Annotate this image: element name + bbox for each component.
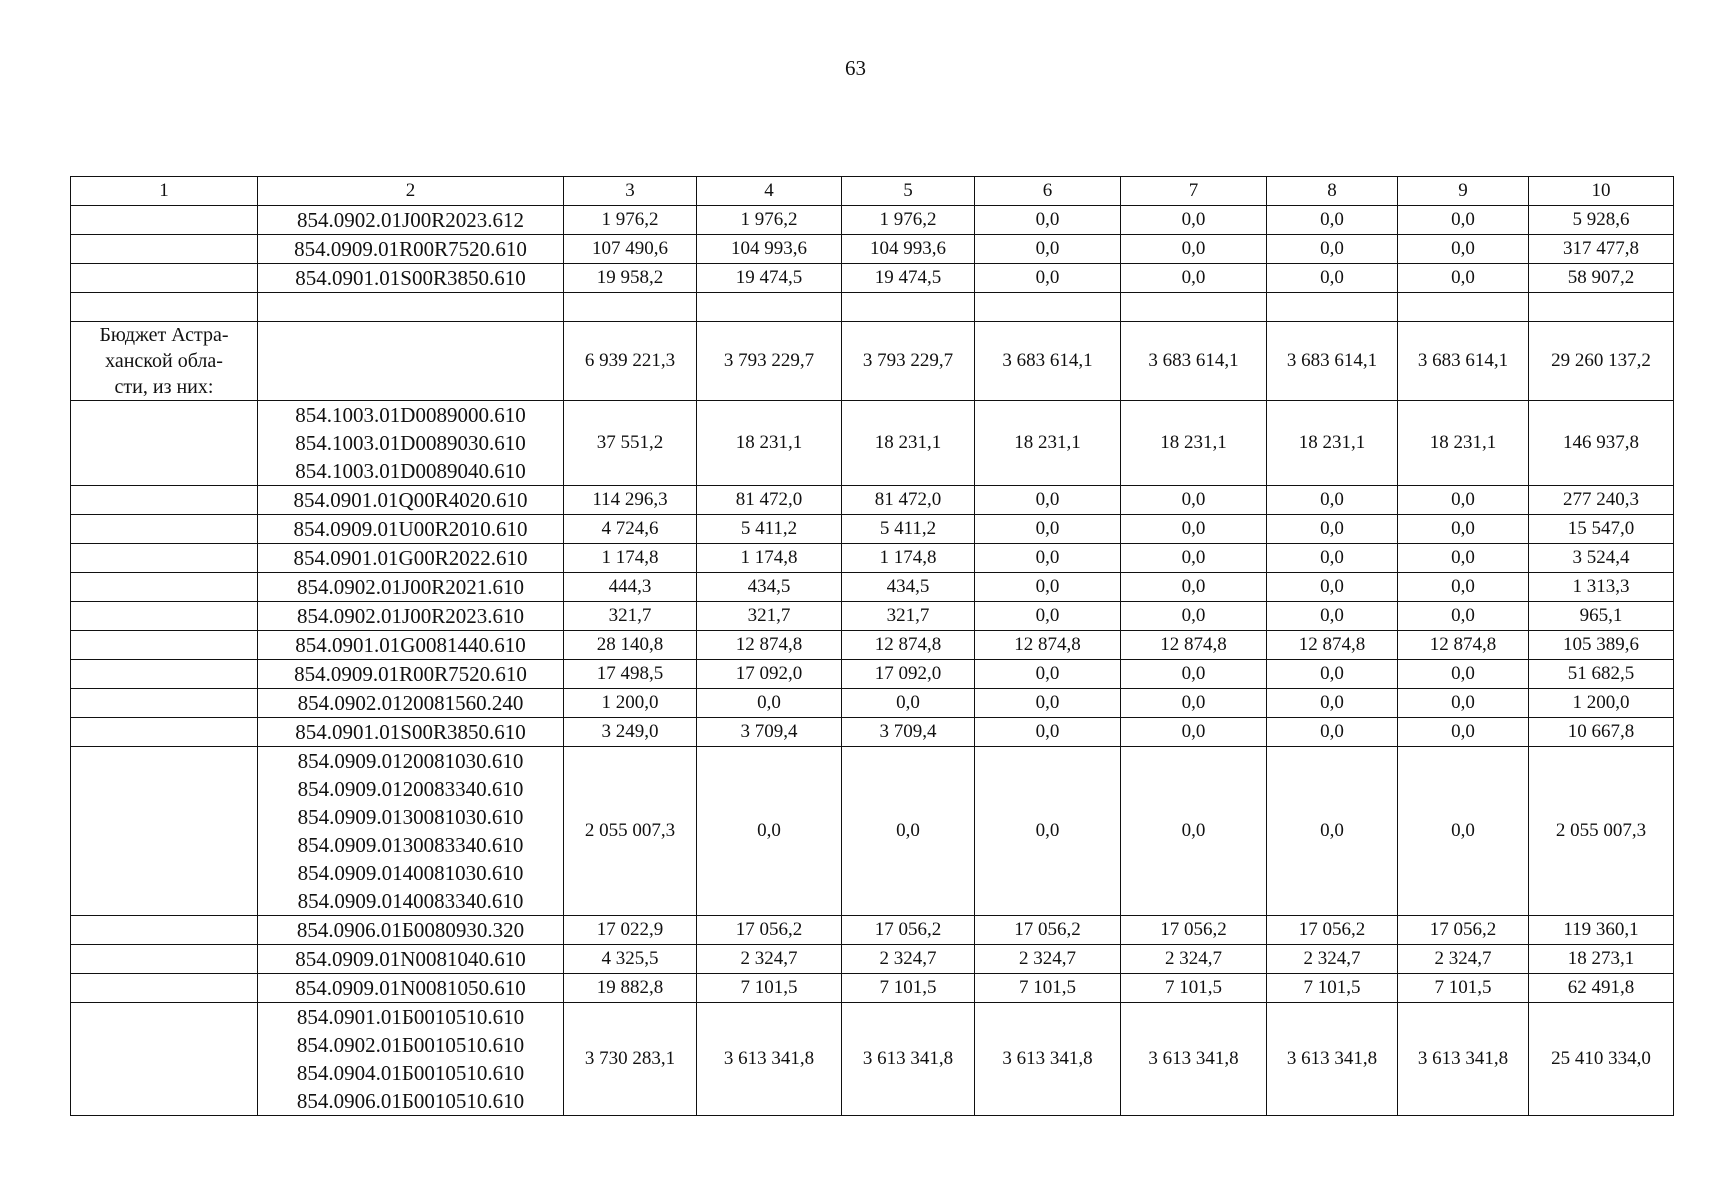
value-cell-col-3: 1 174,8 [564, 544, 697, 573]
value-cell-col-8: 2 324,7 [1267, 945, 1398, 974]
value-cell-col-5: 17 092,0 [842, 660, 975, 689]
value-cell-col-4: 1 976,2 [697, 206, 842, 235]
value-cell-col-9: 0,0 [1398, 515, 1529, 544]
value-cell-col-7 [1121, 293, 1267, 322]
value-cell-col-10: 105 389,6 [1529, 631, 1674, 660]
budget-code-cell [258, 689, 564, 718]
table-row [71, 602, 1674, 631]
value-cell-col-3: 321,7 [564, 602, 697, 631]
value-cell-col-3: 444,3 [564, 573, 697, 602]
value-cell-col-6: 0,0 [975, 206, 1121, 235]
budget-code-cell [258, 945, 564, 974]
value-cell-col-4: 0,0 [697, 747, 842, 916]
value-cell-col-6: 2 324,7 [975, 945, 1121, 974]
value-cell-col-10: 25 410 334,0 [1529, 1003, 1674, 1116]
value-cell-col-4: 0,0 [697, 689, 842, 718]
budget-table [70, 176, 1674, 1116]
budget-code: 854.1003.01D0089000.610 [295, 403, 526, 427]
row-label [71, 206, 258, 235]
budget-code: 854.0902.01J00R2021.610 [297, 575, 524, 599]
value-cell-col-8: 0,0 [1267, 544, 1398, 573]
row-label [71, 718, 258, 747]
value-cell-col-7: 0,0 [1121, 515, 1267, 544]
value-cell-col-6: 0,0 [975, 747, 1121, 916]
table-row [71, 718, 1674, 747]
table-row [71, 293, 1674, 322]
value-cell-col-4: 434,5 [697, 573, 842, 602]
row-label [71, 515, 258, 544]
row-label [71, 573, 258, 602]
row-label [71, 486, 258, 515]
value-cell-col-4: 3 709,4 [697, 718, 842, 747]
value-cell-col-7: 0,0 [1121, 206, 1267, 235]
budget-code: 854.0909.0120081030.610 [297, 749, 524, 773]
row-label-line: Бюджет Астра- [99, 324, 229, 346]
budget-code: 854.0901.01Б0010510.610 [296, 1005, 525, 1029]
value-cell-col-4: 2 324,7 [697, 945, 842, 974]
value-cell-col-9: 0,0 [1398, 486, 1529, 515]
value-cell-col-6: 0,0 [975, 486, 1121, 515]
table-row [71, 573, 1674, 602]
value-cell-col-9: 0,0 [1398, 206, 1529, 235]
value-cell-col-6: 3 613 341,8 [975, 1003, 1121, 1116]
value-cell-col-9: 0,0 [1398, 264, 1529, 293]
value-cell-col-9: 0,0 [1398, 689, 1529, 718]
value-cell-col-7: 12 874,8 [1121, 631, 1267, 660]
value-cell-col-10: 15 547,0 [1529, 515, 1674, 544]
value-cell-col-4: 12 874,8 [697, 631, 842, 660]
value-cell-col-4: 19 474,5 [697, 264, 842, 293]
budget-code: 854.0909.0130083340.610 [297, 833, 524, 857]
value-cell-col-4: 104 993,6 [697, 235, 842, 264]
budget-code: 854.0909.01R00R7520.610 [294, 662, 527, 686]
value-cell-col-7: 0,0 [1121, 602, 1267, 631]
table-row [71, 1003, 1674, 1116]
value-cell-col-8: 0,0 [1267, 515, 1398, 544]
value-cell-col-7: 3 683 614,1 [1121, 322, 1267, 401]
value-cell-col-6: 17 056,2 [975, 916, 1121, 945]
value-cell-col-3: 19 958,2 [564, 264, 697, 293]
column-header: 7 [1121, 177, 1267, 206]
value-cell-col-8: 0,0 [1267, 602, 1398, 631]
value-cell-col-3: 4 724,6 [564, 515, 697, 544]
budget-code: 854.0901.01S00R3850.610 [295, 720, 526, 744]
budget-code: 854.0909.0130081030.610 [297, 805, 524, 829]
column-header: 10 [1529, 177, 1674, 206]
budget-code-cell [258, 631, 564, 660]
value-cell-col-3: 4 325,5 [564, 945, 697, 974]
budget-code-cell [258, 660, 564, 689]
column-header: 6 [975, 177, 1121, 206]
value-cell-col-5: 104 993,6 [842, 235, 975, 264]
budget-code: 854.1003.01D0089030.610 [295, 431, 526, 455]
value-cell-col-10: 317 477,8 [1529, 235, 1674, 264]
value-cell-col-4 [697, 293, 842, 322]
budget-code: 854.0901.01G0081440.610 [295, 633, 526, 657]
value-cell-col-5: 18 231,1 [842, 401, 975, 486]
value-cell-col-10: 1 200,0 [1529, 689, 1674, 718]
value-cell-col-5 [842, 293, 975, 322]
value-cell-col-3: 19 882,8 [564, 974, 697, 1003]
value-cell-col-5: 81 472,0 [842, 486, 975, 515]
budget-code-cell [258, 486, 564, 515]
table-row [71, 322, 1674, 401]
value-cell-col-8: 0,0 [1267, 206, 1398, 235]
value-cell-col-6: 7 101,5 [975, 974, 1121, 1003]
row-label [71, 235, 258, 264]
value-cell-col-5: 321,7 [842, 602, 975, 631]
value-cell-col-8: 7 101,5 [1267, 974, 1398, 1003]
value-cell-col-10: 5 928,6 [1529, 206, 1674, 235]
table-row [71, 401, 1674, 486]
value-cell-col-6: 0,0 [975, 602, 1121, 631]
value-cell-col-3: 6 939 221,3 [564, 322, 697, 401]
value-cell-col-3: 28 140,8 [564, 631, 697, 660]
budget-code: 854.1003.01D0089040.610 [295, 459, 526, 483]
table-row [71, 264, 1674, 293]
budget-code-cell [258, 264, 564, 293]
value-cell-col-8: 18 231,1 [1267, 401, 1398, 486]
value-cell-col-5: 3 793 229,7 [842, 322, 975, 401]
value-cell-col-7: 2 324,7 [1121, 945, 1267, 974]
column-header: 4 [697, 177, 842, 206]
value-cell-col-6: 0,0 [975, 264, 1121, 293]
value-cell-col-9: 7 101,5 [1398, 974, 1529, 1003]
value-cell-col-8: 0,0 [1267, 573, 1398, 602]
budget-code: 854.0909.0140083340.610 [297, 889, 524, 913]
column-header: 9 [1398, 177, 1529, 206]
budget-code: 854.0902.01Б0010510.610 [296, 1033, 525, 1057]
value-cell-col-5: 3 709,4 [842, 718, 975, 747]
value-cell-col-9: 0,0 [1398, 602, 1529, 631]
value-cell-col-10: 965,1 [1529, 602, 1674, 631]
value-cell-col-6: 0,0 [975, 718, 1121, 747]
value-cell-col-5: 434,5 [842, 573, 975, 602]
value-cell-col-6: 0,0 [975, 235, 1121, 264]
value-cell-col-8: 0,0 [1267, 264, 1398, 293]
table-row [71, 747, 1674, 916]
page-number: 63 [845, 56, 866, 80]
value-cell-col-7: 0,0 [1121, 718, 1267, 747]
budget-code: 854.0909.0120083340.610 [297, 777, 524, 801]
table-row [71, 515, 1674, 544]
row-label [71, 602, 258, 631]
row-label [71, 401, 258, 486]
column-header: 8 [1267, 177, 1398, 206]
value-cell-col-7: 0,0 [1121, 689, 1267, 718]
value-cell-col-7: 18 231,1 [1121, 401, 1267, 486]
column-header: 1 [71, 177, 258, 206]
value-cell-col-3: 1 976,2 [564, 206, 697, 235]
value-cell-col-7: 0,0 [1121, 544, 1267, 573]
value-cell-col-3: 3 249,0 [564, 718, 697, 747]
value-cell-col-9: 0,0 [1398, 573, 1529, 602]
row-label [71, 660, 258, 689]
value-cell-col-9: 0,0 [1398, 544, 1529, 573]
budget-code-cell [258, 718, 564, 747]
value-cell-col-10: 2 055 007,3 [1529, 747, 1674, 916]
row-label [71, 631, 258, 660]
budget-code: 854.0902.0120081560.240 [297, 691, 524, 715]
value-cell-col-5: 5 411,2 [842, 515, 975, 544]
value-cell-col-5: 12 874,8 [842, 631, 975, 660]
value-cell-col-9: 3 613 341,8 [1398, 1003, 1529, 1116]
value-cell-col-9: 0,0 [1398, 718, 1529, 747]
value-cell-col-4: 17 056,2 [697, 916, 842, 945]
budget-code: 854.0904.01Б0010510.610 [296, 1061, 525, 1085]
value-cell-col-7: 17 056,2 [1121, 916, 1267, 945]
table-row [71, 916, 1674, 945]
budget-code-cell [258, 1003, 564, 1116]
value-cell-col-10: 18 273,1 [1529, 945, 1674, 974]
budget-code: 854.0901.01G00R2022.610 [293, 546, 528, 570]
table-body [71, 206, 1674, 1116]
value-cell-col-9: 3 683 614,1 [1398, 322, 1529, 401]
value-cell-col-9: 17 056,2 [1398, 916, 1529, 945]
value-cell-col-3: 2 055 007,3 [564, 747, 697, 916]
value-cell-col-10: 29 260 137,2 [1529, 322, 1674, 401]
value-cell-col-7: 0,0 [1121, 747, 1267, 916]
value-cell-col-3: 1 200,0 [564, 689, 697, 718]
value-cell-col-10: 277 240,3 [1529, 486, 1674, 515]
value-cell-col-6: 0,0 [975, 515, 1121, 544]
value-cell-col-7: 0,0 [1121, 235, 1267, 264]
budget-code: 854.0906.01Б0010510.610 [296, 1089, 525, 1113]
value-cell-col-5: 0,0 [842, 747, 975, 916]
row-label [71, 264, 258, 293]
budget-code-cell [258, 515, 564, 544]
budget-code-cell [258, 544, 564, 573]
value-cell-col-7: 3 613 341,8 [1121, 1003, 1267, 1116]
budget-code-cell [258, 401, 564, 486]
budget-code: 854.0902.01J00R2023.612 [297, 208, 524, 232]
value-cell-col-10: 146 937,8 [1529, 401, 1674, 486]
value-cell-col-8 [1267, 293, 1398, 322]
value-cell-col-4: 3 793 229,7 [697, 322, 842, 401]
row-label [71, 689, 258, 718]
budget-code-cell [258, 916, 564, 945]
value-cell-col-8: 17 056,2 [1267, 916, 1398, 945]
budget-code-cell [258, 573, 564, 602]
budget-code: 854.0901.01Q00R4020.610 [293, 488, 528, 512]
row-label [71, 1003, 258, 1116]
value-cell-col-8: 0,0 [1267, 747, 1398, 916]
value-cell-col-8: 0,0 [1267, 486, 1398, 515]
table-row [71, 945, 1674, 974]
value-cell-col-6: 3 683 614,1 [975, 322, 1121, 401]
value-cell-col-4: 7 101,5 [697, 974, 842, 1003]
table-row [71, 660, 1674, 689]
value-cell-col-3: 17 022,9 [564, 916, 697, 945]
row-label [71, 544, 258, 573]
budget-code: 854.0909.01N0081040.610 [295, 947, 526, 971]
column-number-row [71, 177, 1674, 206]
value-cell-col-6: 0,0 [975, 573, 1121, 602]
value-cell-col-7: 7 101,5 [1121, 974, 1267, 1003]
value-cell-col-9: 0,0 [1398, 660, 1529, 689]
value-cell-col-6: 0,0 [975, 689, 1121, 718]
row-label-line: сти, из них: [114, 376, 214, 398]
value-cell-col-9: 0,0 [1398, 235, 1529, 264]
value-cell-col-5: 19 474,5 [842, 264, 975, 293]
value-cell-col-8: 0,0 [1267, 718, 1398, 747]
budget-code-cell [258, 206, 564, 235]
table-row [71, 974, 1674, 1003]
value-cell-col-4: 321,7 [697, 602, 842, 631]
value-cell-col-7: 0,0 [1121, 660, 1267, 689]
value-cell-col-3: 114 296,3 [564, 486, 697, 515]
value-cell-col-8: 0,0 [1267, 689, 1398, 718]
value-cell-col-10: 58 907,2 [1529, 264, 1674, 293]
table-row [71, 235, 1674, 264]
value-cell-col-4: 5 411,2 [697, 515, 842, 544]
budget-code: 854.0909.01R00R7520.610 [294, 237, 527, 261]
value-cell-col-4: 1 174,8 [697, 544, 842, 573]
value-cell-col-10: 62 491,8 [1529, 974, 1674, 1003]
column-header: 5 [842, 177, 975, 206]
value-cell-col-5: 1 174,8 [842, 544, 975, 573]
row-label [71, 974, 258, 1003]
budget-code-cell [258, 322, 564, 401]
value-cell-col-6: 18 231,1 [975, 401, 1121, 486]
budget-code-cell [258, 235, 564, 264]
value-cell-col-5: 17 056,2 [842, 916, 975, 945]
value-cell-col-3 [564, 293, 697, 322]
value-cell-col-6: 0,0 [975, 660, 1121, 689]
value-cell-col-9: 18 231,1 [1398, 401, 1529, 486]
value-cell-col-5: 3 613 341,8 [842, 1003, 975, 1116]
row-label [71, 916, 258, 945]
value-cell-col-8: 12 874,8 [1267, 631, 1398, 660]
value-cell-col-3: 17 498,5 [564, 660, 697, 689]
value-cell-col-8: 0,0 [1267, 660, 1398, 689]
row-label [71, 322, 258, 401]
row-label [71, 293, 258, 322]
value-cell-col-5: 7 101,5 [842, 974, 975, 1003]
value-cell-col-7: 0,0 [1121, 486, 1267, 515]
table-row [71, 631, 1674, 660]
row-label [71, 945, 258, 974]
value-cell-col-8: 3 613 341,8 [1267, 1003, 1398, 1116]
value-cell-col-10: 51 682,5 [1529, 660, 1674, 689]
value-cell-col-4: 81 472,0 [697, 486, 842, 515]
value-cell-col-4: 17 092,0 [697, 660, 842, 689]
value-cell-col-5: 0,0 [842, 689, 975, 718]
value-cell-col-7: 0,0 [1121, 573, 1267, 602]
value-cell-col-7: 0,0 [1121, 264, 1267, 293]
budget-code: 854.0902.01J00R2023.610 [297, 604, 524, 628]
value-cell-col-3: 107 490,6 [564, 235, 697, 264]
value-cell-col-10: 119 360,1 [1529, 916, 1674, 945]
budget-code-cell [258, 974, 564, 1003]
value-cell-col-3: 37 551,2 [564, 401, 697, 486]
value-cell-col-9: 2 324,7 [1398, 945, 1529, 974]
value-cell-col-9 [1398, 293, 1529, 322]
value-cell-col-8: 0,0 [1267, 235, 1398, 264]
column-header: 3 [564, 177, 697, 206]
value-cell-col-10: 10 667,8 [1529, 718, 1674, 747]
value-cell-col-4: 18 231,1 [697, 401, 842, 486]
budget-code: 854.0906.01Б0080930.320 [296, 918, 525, 942]
value-cell-col-6: 12 874,8 [975, 631, 1121, 660]
budget-code-cell [258, 747, 564, 916]
value-cell-col-8: 3 683 614,1 [1267, 322, 1398, 401]
value-cell-col-9: 12 874,8 [1398, 631, 1529, 660]
value-cell-col-6 [975, 293, 1121, 322]
value-cell-col-6: 0,0 [975, 544, 1121, 573]
budget-code-cell [258, 293, 564, 322]
budget-code: 854.0909.0140081030.610 [297, 861, 524, 885]
value-cell-col-5: 1 976,2 [842, 206, 975, 235]
budget-code-cell [258, 602, 564, 631]
value-cell-col-4: 3 613 341,8 [697, 1003, 842, 1116]
value-cell-col-5: 2 324,7 [842, 945, 975, 974]
value-cell-col-3: 3 730 283,1 [564, 1003, 697, 1116]
budget-code: 854.0909.01U00R2010.610 [293, 517, 528, 541]
table-row [71, 689, 1674, 718]
value-cell-col-10 [1529, 293, 1674, 322]
row-label-line: ханской обла- [105, 350, 223, 372]
value-cell-col-10: 1 313,3 [1529, 573, 1674, 602]
table-row [71, 486, 1674, 515]
table-row [71, 544, 1674, 573]
value-cell-col-9: 0,0 [1398, 747, 1529, 916]
value-cell-col-10: 3 524,4 [1529, 544, 1674, 573]
budget-code: 854.0909.01N0081050.610 [295, 976, 526, 1000]
table-row [71, 206, 1674, 235]
budget-code: 854.0901.01S00R3850.610 [295, 266, 526, 290]
row-label [71, 747, 258, 916]
column-header: 2 [258, 177, 564, 206]
